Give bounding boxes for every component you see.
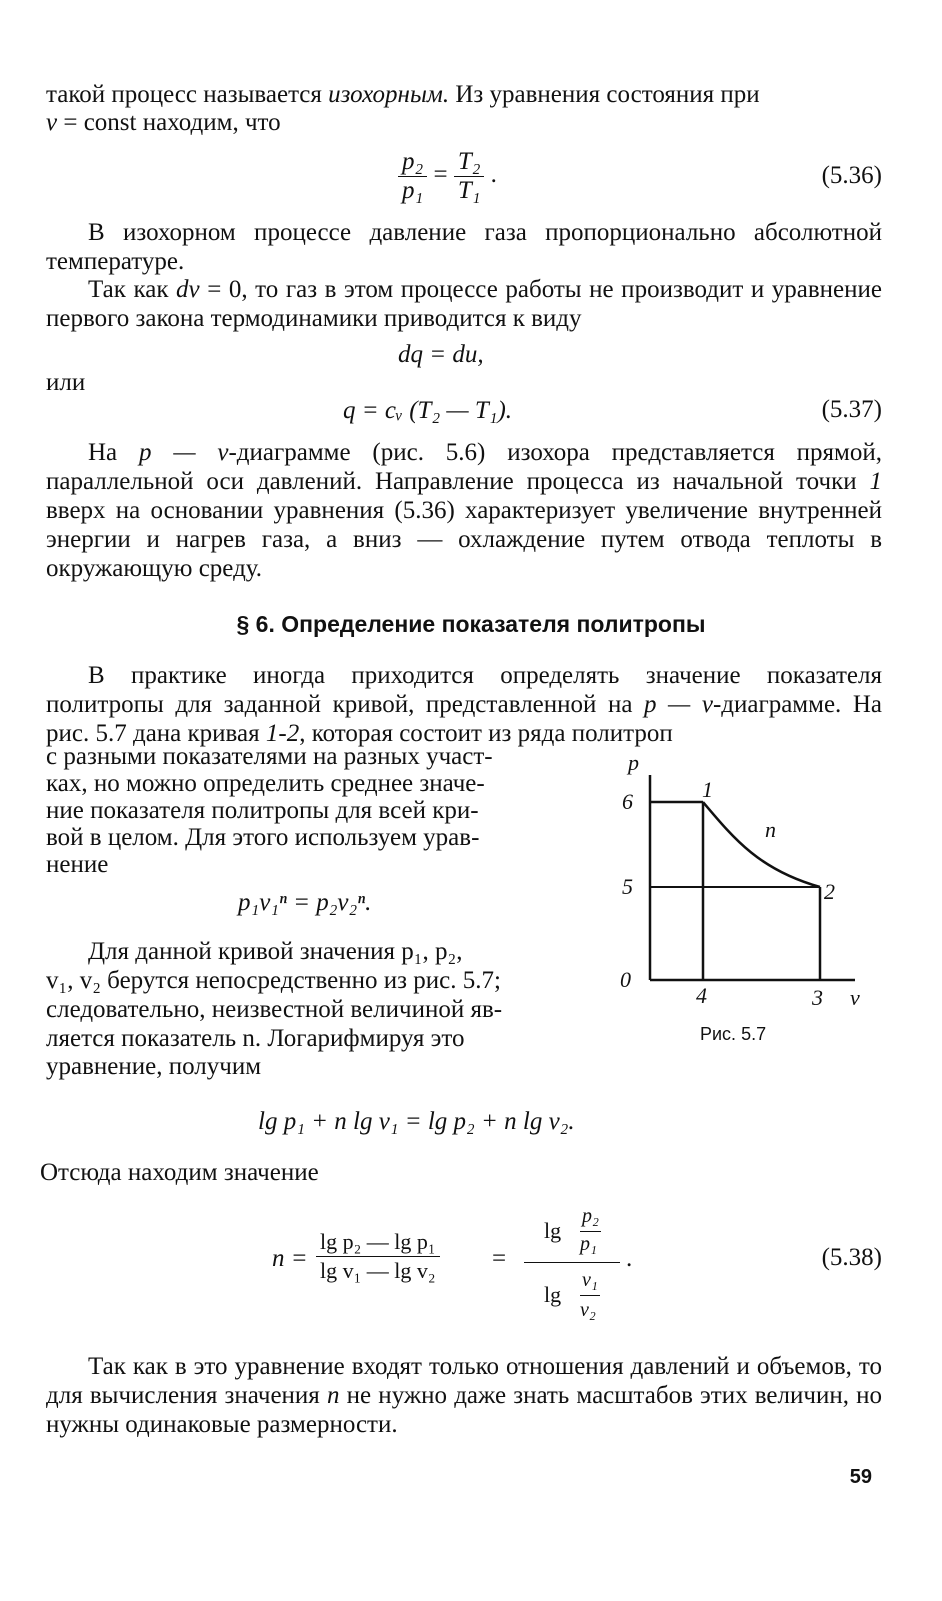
equation-5-37: q = cᵥ (T₂ — T₁). xyxy=(343,397,513,424)
point-label-1: 1 xyxy=(702,777,713,802)
tick-label-0: 0 xyxy=(620,967,631,992)
text-line: ляется показатель n. Логарифмируя это xyxy=(46,1025,465,1052)
text-line: или xyxy=(46,369,86,396)
equation-polytrope: p₁v₁ⁿ = p₂v₂ⁿ. xyxy=(238,889,372,916)
text-line: ках, но можно определить среднее значе- xyxy=(46,770,485,797)
text-line: уравнение, получим xyxy=(46,1053,262,1080)
text-line: v = const находим, что xyxy=(46,109,281,136)
text-line: v₁, v₂ берутся непосредственно из рис. 5.7; xyxy=(46,967,501,994)
paragraph: Так как в это уравнение входят только отношения давлений и объемов, то для вычисления значения n не нужно даже знать масштабов этих величин, но нужны одинаковые размерности. xyxy=(46,1353,883,1438)
equation-number: (5.37) xyxy=(821,396,882,423)
curve-label-n: n xyxy=(765,817,776,842)
ratio-fraction: lg p₂ p₁ lg v₁ v₂ xyxy=(524,1210,624,1322)
text-line: Для данной кривой значения p₁, p₂, xyxy=(88,938,463,965)
axis-label-v: v xyxy=(850,985,860,1010)
tick-label-3: 3 xyxy=(812,985,823,1010)
paragraph: В практике иногда приходится определять значение показателя политропы для заданной кривой, представленной на p — v-диаграмме. На рис. 5.7 дана кривая 1-2, которая состоит из ряда политроп xyxy=(46,662,882,747)
text-line: вой в целом. Для этого используем урав- xyxy=(46,824,480,851)
book-page: такой процесс называется изохорным. Из уравнения состояния при v = const находим, что $\frac{\text{p₂}}{\text{p₁}}$ = $\frac{\text{T₂}}{\text{T₁}}$ . (5.36) В изохорном процессе давление газа пропорционально абсолютной температуре. Так как dv = 0, то газ в этом процессе работы не производит и уравнение первого закона термодинамики приводится к виду dq = du, или q = cᵥ (T₂ — T₁). (5.37) На p — v-диаграмме (рис. 5.6) изохора представляется прямой, параллельной оси давлений. Направление процесса из начальной точки 1 вверх на основании уравнения (5.36) характеризует увеличение внутренней энергии и нагрев газа, а вниз — охлаждение путем отвода теплоты в окружающую среду. § 6. Определение показателя политропы В практике иногда приходится определять значение показателя политропы для заданной кривой, представленной на p — v-диаграмме. На рис. 5.7 дана кривая 1-2, которая состоит из ряда политроп с разными показателями на разных участ- ках, но можно определить среднее значе- ние показателя политропы для всей кри- вой в целом. Для этого используем урав- нение p₁v₁ⁿ = p₂v₂ⁿ. Для данной кривой значения p₁, p₂, v₁, v₂ берутся непосредственно из рис. 5.7; следовательно, неизвестной величиной яв- ляется показатель n. Логарифмируя это уравнение, получим p 6 5 0 4 3 v 1 2 n Рис. 5.7 lg p₁ + n lg v₁ = lg p₂ + n lg v₂. Отсюда находим значение n = $\frac{\text{lg p₂ — lg p₁}}{\text{lg v₁ — lg v₂}}$ = lg p₂ p₁ lg v₁ v₂ . (5.38) Так как в это уравнение входят только отношения давлений и объемов, то для вычисления значения n не нужно даже знать масштабов этих величин, но нужны одинаковые размерности. 59 xyxy=(0,0,942,1601)
text-line: ние показателя политропы для всей кри- xyxy=(46,797,479,824)
equation-number: (5.38) xyxy=(821,1244,882,1271)
text-line: следовательно, неизвестной величиной яв- xyxy=(46,996,503,1023)
figure-5-7 xyxy=(610,755,880,1020)
equation-5-36: $\frac{\text{p₂}}{\text{p₁}}$ = $\frac{\text{T₂}}{\text{T₁}}$ . xyxy=(398,148,497,205)
equation-number: (5.36) xyxy=(821,162,882,189)
text-line: Отсюда находим значение xyxy=(40,1159,319,1186)
tick-label-4: 4 xyxy=(696,983,707,1008)
equation-log: lg p₁ + n lg v₁ = lg p₂ + n lg v₂. xyxy=(258,1108,575,1135)
text-line: такой процесс называется изохорным. Из уравнения состояния при xyxy=(46,81,760,108)
paragraph: На p — v-диаграмме (рис. 5.6) изохора представляется прямой, параллельной оси давлений. Направление процесса из начальной точки 1 вверх на основании уравнения (5.36) характеризует увеличение внутренней энергии и нагрев газа, а вниз — охлаждение путем отвода теплоты в окружающую среду. xyxy=(46,439,882,582)
text-line: с разными показателями на разных участ- xyxy=(46,743,493,770)
paragraph: В изохорном процессе давление газа пропорционально абсолютной температуре. xyxy=(46,219,882,275)
paragraph: Так как dv = 0, то газ в этом процессе работы не производит и уравнение первого закона термодинамики приводится к виду xyxy=(46,276,882,332)
equation-dq-du: dq = du, xyxy=(398,341,484,368)
text-line: нение xyxy=(46,851,109,878)
point-label-2: 2 xyxy=(824,879,835,904)
tick-label-6: 6 xyxy=(622,789,633,814)
section-heading: § 6. Определение показателя политропы xyxy=(236,611,706,637)
polytrope-curve xyxy=(703,802,820,887)
page-number: 59 xyxy=(849,1466,872,1488)
tick-label-5: 5 xyxy=(622,874,633,899)
axis-label-p: p xyxy=(628,755,639,775)
figure-caption: Рис. 5.7 xyxy=(700,1024,767,1044)
